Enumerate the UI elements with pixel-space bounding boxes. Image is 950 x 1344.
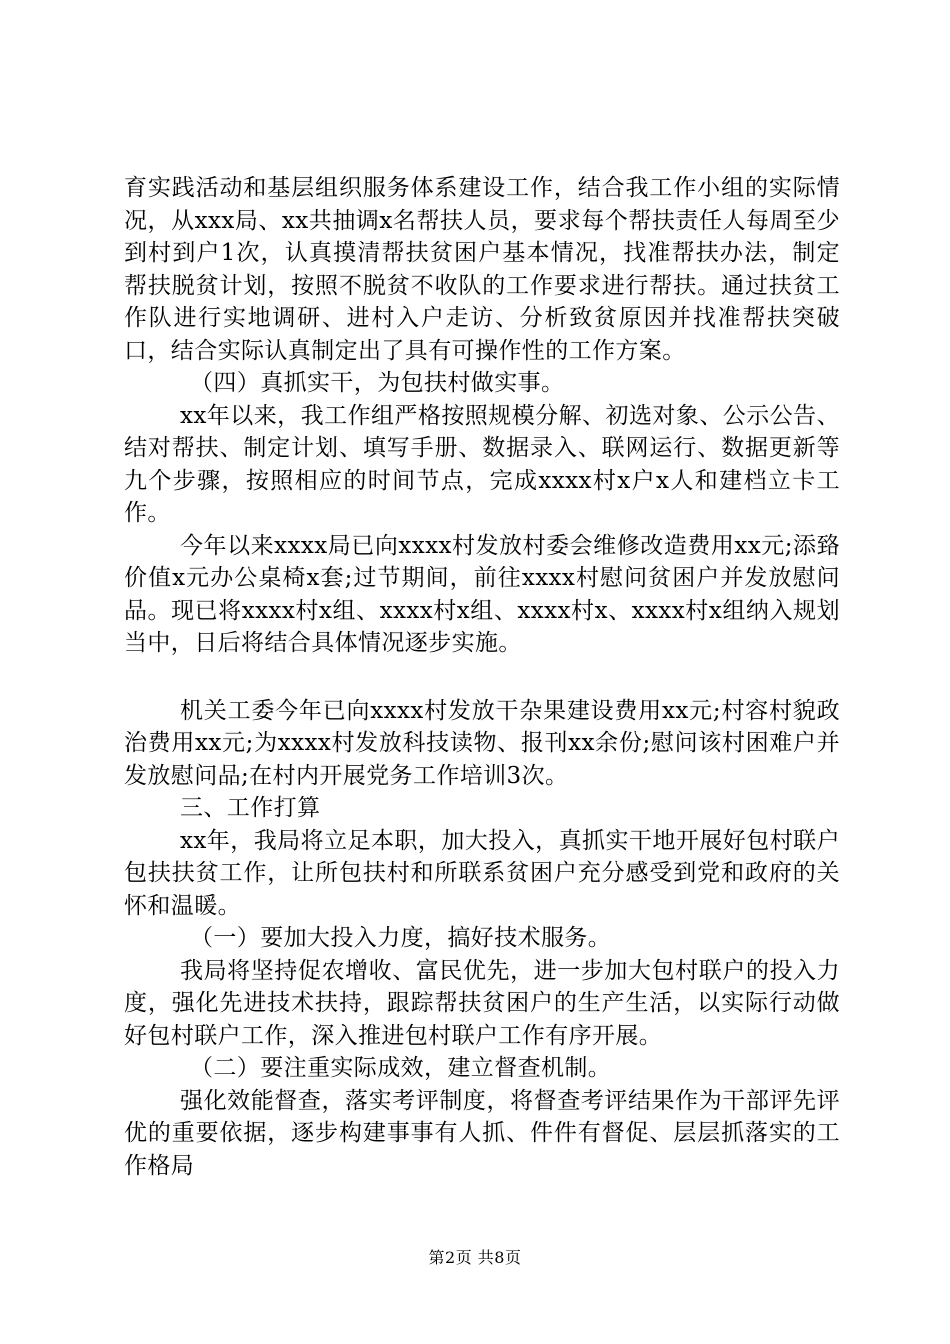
paragraph-plan-intro: xx年，我局将立足本职，加大投入，真抓实干地开展好包村联户包扶扶贫工作，让所包扶村和所联系贫困户充分感受到党和政府的关怀和温暖。 bbox=[124, 827, 840, 919]
subheading-investment: （一）要加大投入力度，搞好技术服务。 bbox=[190, 925, 612, 951]
paragraph-work-steps: xx年以来，我工作组严格按照规模分解、初选对象、公示公告、结对帮扶、制定计划、填写手册、数据录入、联网运行、数据更新等九个步骤，按照相应的时间节点，完成xxxx村x户x人和建档立卡工作。 bbox=[124, 402, 840, 526]
paragraph-investment: 我局将坚持促农增收、富民优先，进一步加大包村联户的投入力度，强化先进技术扶持，跟踪帮扶贫困户的生产生活，以实际行动做好包村联户工作，深入推进包村联户工作有序开展。 bbox=[124, 957, 840, 1049]
subheading-supervision: （二）要注重实际成效，建立督查机制。 bbox=[190, 1055, 612, 1081]
page-number-footer: 第2页 共8页 bbox=[428, 1248, 522, 1267]
paragraph-committee-funding: 机关工委今年已向xxxx村发放干杂果建设费用xx元;村容村貌政治费用xx元;为xxxx村发放科技读物、报刊xx余份;慰问该村困难户并发放慰问品;在村内开展党务工作培训3次。 bbox=[124, 697, 840, 789]
paragraph-supervision: 强化效能督查，落实考评制度，将督查考评结果作为干部评先评优的重要依据，逐步构建事事有人抓、件件有督促、层层抓落实的工作格局 bbox=[124, 1087, 840, 1179]
document-body bbox=[124, 172, 840, 1182]
paragraph-bureau-funding: 今年以来xxxx局已向xxxx村发放村委会维修改造费用xx元;添臵价值x元办公桌椅x套;过节期间，前往xxxx村慰问贫困户并发放慰问品。现已将xxxx村x组、xxxx村x组、xxxx村x、xxxx村x组纳入规划当中，日后将结合具体情况逐步实施。 bbox=[124, 532, 840, 656]
blank-line bbox=[124, 660, 840, 695]
section-heading-four: （四）真抓实干，为包扶村做实事。 bbox=[190, 370, 565, 396]
section-heading-plans: 三、工作打算 bbox=[180, 795, 321, 821]
paragraph-intro-continued: 育实践活动和基层组织服务体系建设工作，结合我工作小组的实际情况，从xxx局、xx共抽调x名帮扶人员，要求每个帮扶责任人每周至少到村到户1次，认真摸清帮扶贫困户基本情况，找准帮扶办法，制定帮扶脱贫计划，按照不脱贫不收队的工作要求进行帮扶。通过扶贫工作队进行实地调研、进村入户走访、分析致贫原因并找准帮扶突破口，结合实际认真制定出了具有可操作性的工作方案。 bbox=[124, 175, 840, 364]
